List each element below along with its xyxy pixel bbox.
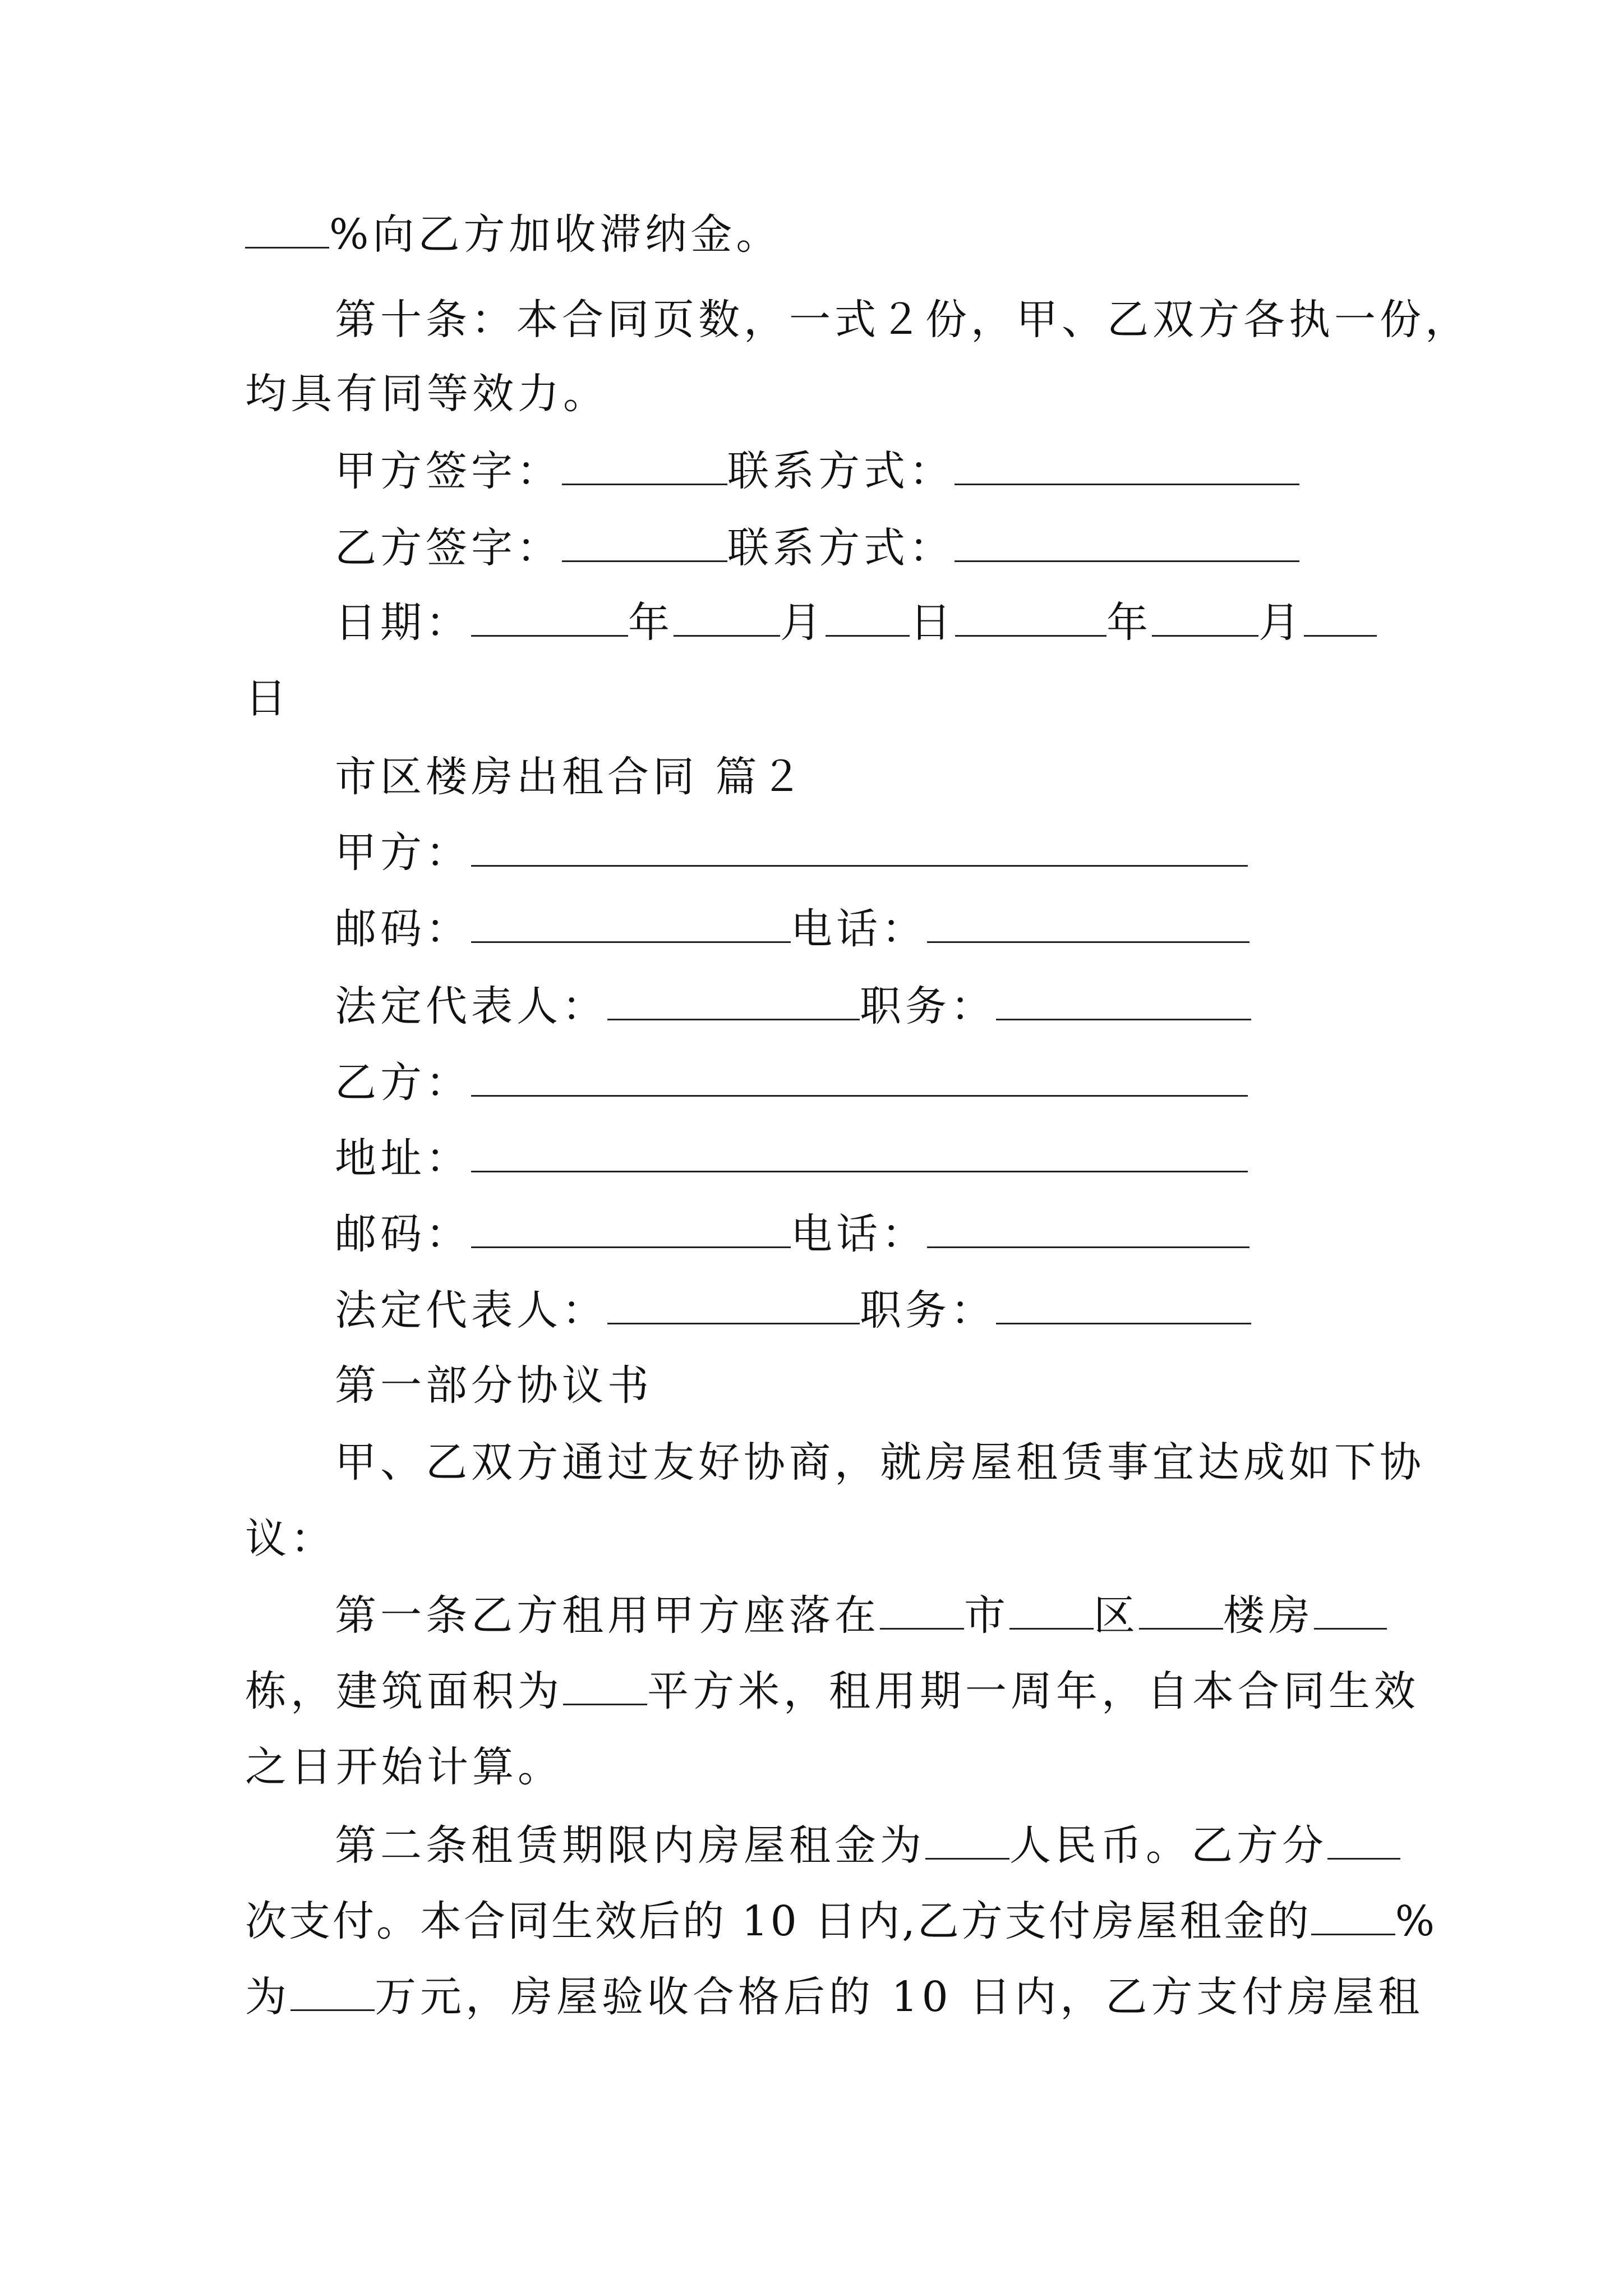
party-b-label: 乙方： (335, 1059, 471, 1107)
month-blank (674, 601, 780, 637)
article2-line2 (245, 1893, 1437, 1949)
article2-text-b2: % (1395, 1897, 1437, 1945)
installments-blank (1327, 1824, 1400, 1860)
penalty-line (245, 206, 781, 263)
party-b-signature-row (335, 520, 1299, 576)
address-label: 地址： (335, 1134, 471, 1182)
month2-blank (1152, 601, 1258, 637)
article1-city: 市 (964, 1591, 1009, 1640)
party-b-postcode-row (335, 1206, 1249, 1262)
article1-line1 (335, 1588, 1387, 1644)
legal-rep-blank (607, 985, 860, 1020)
address-blank (471, 1137, 1248, 1172)
part1-heading: 第一部分协议书 (335, 1361, 653, 1410)
party-b-sign-label: 乙方签字： (335, 524, 562, 572)
position-blank (996, 985, 1251, 1020)
article2-text-a1: 第二条租赁期限内房屋租金为 (335, 1821, 925, 1870)
party-a-sign-blank (562, 450, 727, 485)
party-a-blank (471, 831, 1248, 867)
position-label: 职务： (860, 1286, 996, 1335)
building-blank (1139, 1594, 1223, 1630)
party-a-label: 甲方： (335, 829, 471, 877)
party-a-signature-row (335, 443, 1299, 499)
article2-text-c2: 万元，房屋验收合格后的 10 日内，乙方支付房屋租 (375, 1973, 1424, 2021)
party-b-contact-blank (955, 527, 1299, 562)
article2-text-b1: 次支付。本合同生效后的 10 日内,乙方支付房屋租金的 (245, 1897, 1311, 1945)
month-text: 月 (780, 599, 826, 647)
party-a-legal-rep-row (335, 978, 1251, 1034)
contact-label: 联系方式： (727, 524, 955, 572)
article2-text-c1: 为 (245, 1973, 291, 2021)
legal-rep-label: 法定代表人： (335, 982, 607, 1030)
district-blank (1009, 1594, 1094, 1630)
phone-blank (927, 908, 1249, 943)
day-blank (826, 601, 910, 637)
party-b-sign-blank (562, 527, 727, 562)
contact-label: 联系方式： (727, 447, 955, 495)
position-label: 职务： (860, 982, 996, 1030)
year-blank (471, 601, 628, 637)
article1-line3: 之日开始计算。 (245, 1743, 563, 1791)
phone-blank (927, 1213, 1249, 1248)
postcode-label: 邮码： (335, 905, 471, 953)
party-a-postcode-row (335, 901, 1249, 957)
party-b-blank (471, 1061, 1248, 1097)
article2-line3 (245, 1969, 1423, 2025)
postcode-blank (471, 908, 791, 943)
year-text: 年 (628, 599, 674, 647)
postcode-label: 邮码： (335, 1210, 471, 1258)
year2-text: 年 (1106, 599, 1152, 647)
address-row (335, 1130, 1248, 1186)
article1-text-b1: 栋，建筑面积为 (245, 1667, 563, 1715)
article1-district: 区 (1094, 1591, 1139, 1640)
article1-text-b2: 平方米，租用期一周年，自本合同生效 (647, 1667, 1419, 1715)
legal-rep-blank (607, 1289, 860, 1324)
article2-text-a2: 人民币。乙方分 (1009, 1821, 1327, 1870)
legal-rep-label: 法定代表人： (335, 1286, 607, 1335)
party-a-row (335, 825, 1248, 881)
date-row (335, 595, 1377, 651)
intro-line1: 甲、乙双方通过友好协商，就房屋租赁事宜达成如下协 (335, 1438, 1425, 1487)
position-blank (996, 1289, 1251, 1324)
phone-label: 电话： (791, 1210, 927, 1258)
day2-blank (1304, 601, 1377, 637)
area-blank (563, 1670, 647, 1705)
article2-line1 (335, 1818, 1400, 1874)
date-label: 日期： (335, 599, 471, 647)
phone-label: 电话： (791, 905, 927, 953)
building-number-blank (1314, 1594, 1387, 1630)
contract-title: 市区楼房出租合同 篇２ (335, 753, 806, 801)
article10-line1: 第十条：本合同页数，一式２份，甲、乙双方各执一份， (335, 296, 1470, 344)
year2-blank (955, 601, 1106, 637)
rent-percent-blank (1311, 1900, 1395, 1935)
month2-text: 月 (1258, 599, 1304, 647)
intro-line2: 议： (245, 1515, 336, 1563)
party-a-contact-blank (955, 450, 1299, 485)
party-b-legal-rep-row (335, 1282, 1251, 1338)
rent-blank (925, 1824, 1009, 1860)
party-b-row (335, 1055, 1248, 1111)
city-blank (880, 1594, 964, 1630)
date-row-wrap: 日 (245, 674, 291, 723)
day-text: 日 (910, 599, 955, 647)
penalty-percent-blank (245, 213, 329, 249)
penalty-tail-text: %向乙方加收滞纳金。 (329, 210, 782, 259)
article1-building: 楼房 (1223, 1591, 1314, 1640)
amount-blank (291, 1976, 375, 2011)
postcode-blank (471, 1213, 791, 1248)
party-a-sign-label: 甲方签字： (335, 447, 562, 495)
article1-text-a: 第一条乙方租用甲方座落在 (335, 1591, 880, 1640)
article1-line2 (245, 1663, 1419, 1719)
article10-line2: 均具有同等效力。 (245, 370, 608, 418)
